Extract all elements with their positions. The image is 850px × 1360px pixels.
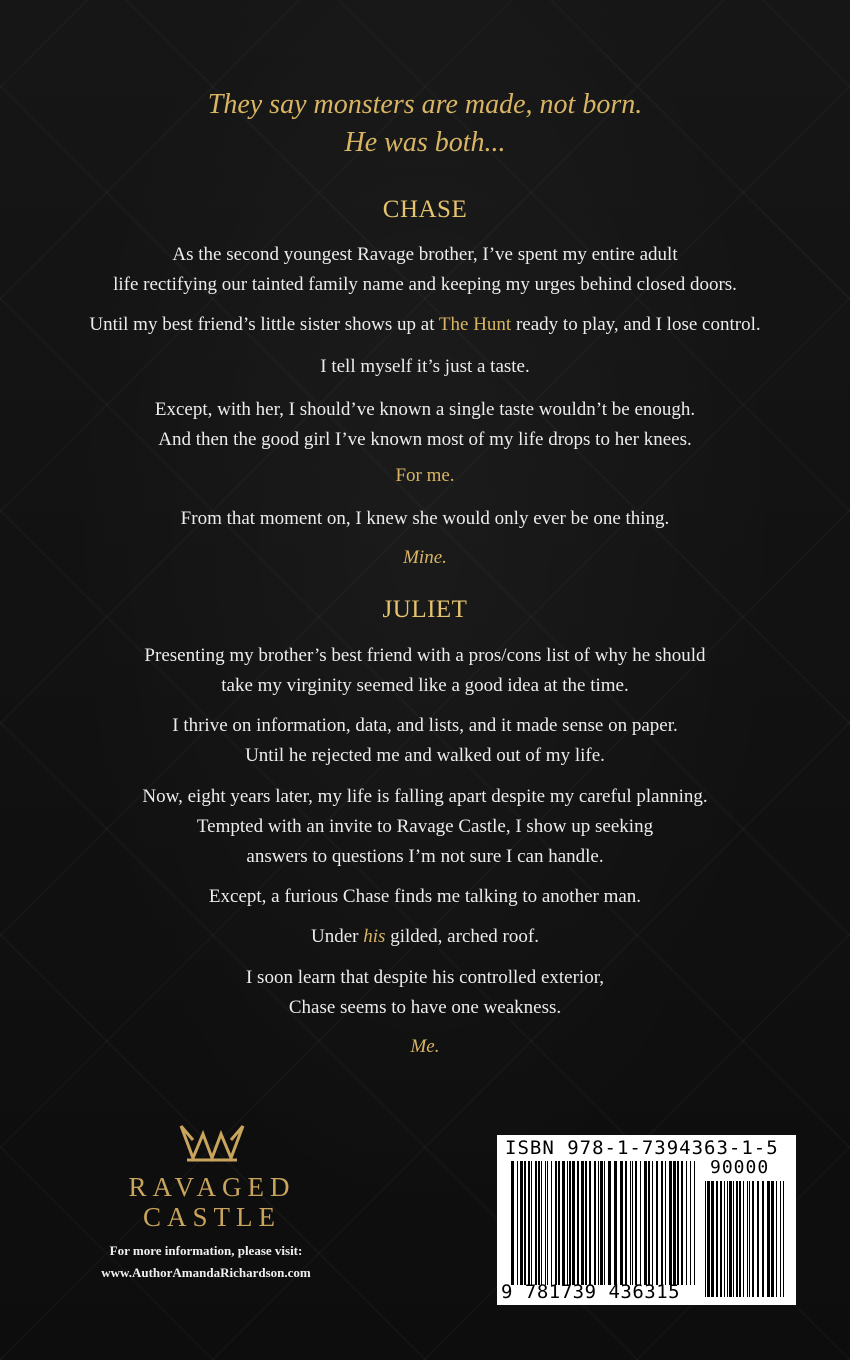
tagline-line-2: He was both...: [344, 127, 506, 158]
chase-paragraph-1: [0, 240, 850, 300]
logo-line-1: RAVAGED: [128, 1172, 296, 1202]
juliet-p3-line-3: answers to questions I’m not sure I can handle.: [246, 846, 604, 867]
chase-paragraph-6: From that moment on, I knew she would only ever be one thing.: [180, 508, 670, 529]
juliet-p1-line-2: take my virginity seemed like a good idea at the time.: [221, 675, 629, 696]
barcode-bar: [690, 1161, 691, 1285]
isbn-label: ISBN 978-1-7394363-1-5: [505, 1137, 779, 1159]
barcode-bar: [569, 1161, 571, 1285]
juliet-paragraph-6: [0, 963, 850, 1023]
barcode-bar: [567, 1161, 568, 1285]
barcode-bar: [783, 1181, 784, 1297]
juliet-p6-line-2: Chase seems to have one weakness.: [288, 997, 562, 1018]
his-highlight: his: [363, 926, 386, 947]
barcode-bar: [625, 1161, 627, 1285]
crown-icon: [177, 1120, 247, 1164]
barcode-bar: [724, 1181, 725, 1297]
more-info-line-1: For more information, please visit:: [109, 1243, 303, 1258]
juliet-paragraph-3: [0, 782, 850, 872]
barcode-bar: [681, 1161, 683, 1285]
barcode-bar: [545, 1161, 546, 1285]
barcode-bar: [694, 1161, 695, 1285]
barcode-bar: [716, 1181, 718, 1297]
barcode-bar: [656, 1161, 658, 1285]
barcode-bar: [528, 1161, 530, 1285]
barcode-bar: [736, 1181, 738, 1297]
price-code: 90000: [710, 1157, 770, 1178]
barcode-bar: [780, 1181, 781, 1297]
barcode-bar: [589, 1161, 591, 1285]
barcode-bar: [733, 1181, 734, 1297]
barcode-bar: [749, 1181, 750, 1297]
section-title-juliet: JULIET: [382, 596, 468, 623]
barcode-bar: [524, 1161, 526, 1285]
barcode-bar: [669, 1161, 672, 1285]
chase-paragraph-2: [0, 310, 850, 340]
chase-p2-before: Until my best friend’s little sister shows up at: [89, 314, 439, 335]
barcode-bar: [665, 1161, 666, 1285]
barcode-bar: [720, 1181, 722, 1297]
barcode-bar: [614, 1161, 617, 1285]
barcode-bar: [620, 1161, 623, 1285]
tagline: [0, 86, 850, 162]
ean-digits: 9 781739 436315: [501, 1281, 681, 1303]
barcode-bar: [711, 1181, 714, 1297]
barcode-bar: [707, 1181, 710, 1297]
barcode-bar: [661, 1161, 663, 1285]
barcode-bar: [608, 1161, 611, 1285]
barcode-bar: [630, 1161, 631, 1285]
juliet-p5-before: Under: [311, 926, 364, 947]
barcode-bar: [640, 1161, 641, 1285]
barcode-bar: [562, 1161, 565, 1285]
juliet-paragraph-1: [0, 641, 850, 701]
isbn-barcode: [497, 1135, 796, 1305]
barcode-bar: [581, 1161, 584, 1285]
barcode-bar: [705, 1181, 706, 1297]
barcode-bar: [511, 1161, 514, 1285]
juliet-paragraph-7: Me.: [410, 1036, 440, 1057]
tagline-line-1: They say monsters are made, not born.: [207, 89, 643, 120]
barcode-bar: [577, 1161, 579, 1285]
juliet-p3-line-2: Tempted with an invite to Ravage Castle, I show up seeking: [196, 816, 654, 837]
chase-p1-line-1: As the second youngest Ravage brother, I’ve spent my entire adult: [172, 244, 678, 265]
chase-paragraph-3: I tell myself it’s just a taste.: [320, 356, 530, 377]
juliet-paragraph-4: Except, a furious Chase finds me talking to another man.: [208, 886, 642, 907]
barcode-bar: [677, 1161, 679, 1285]
chase-p1-line-2: life rectifying our tainted family name and keeping my urges behind closed doors.: [113, 274, 737, 295]
barcode-bar: [558, 1161, 560, 1285]
chase-p4-line-2: And then the good girl I’ve known most of my life drops to her knees.: [158, 429, 692, 450]
barcode-bar: [535, 1161, 537, 1285]
more-info: [60, 1240, 352, 1284]
barcode-bar: [644, 1161, 647, 1285]
barcode-bar: [600, 1161, 603, 1285]
barcode-bar: [635, 1161, 637, 1285]
barcode-bar: [538, 1161, 540, 1285]
barcode-bar: [652, 1161, 653, 1285]
barcode-bar: [673, 1161, 676, 1285]
barcode-bar: [547, 1161, 548, 1285]
barcode-bar: [604, 1161, 605, 1285]
barcode-bar: [686, 1161, 687, 1285]
barcode-bar: [743, 1181, 744, 1297]
juliet-p2-line-1: I thrive on information, data, and lists, and it made sense on paper.: [172, 715, 678, 736]
barcode-bar: [739, 1181, 741, 1297]
barcode-bar: [531, 1161, 532, 1285]
barcode-bar: [585, 1161, 587, 1285]
juliet-p1-line-1: Presenting my brother’s best friend with a pros/cons list of why he should: [144, 645, 706, 666]
barcode-bar: [747, 1181, 748, 1297]
juliet-paragraph-5: [0, 922, 850, 952]
barcode-bar: [648, 1161, 650, 1285]
author-website-link[interactable]: www.AuthorAmandaRichardson.com: [101, 1265, 311, 1280]
publisher-logo: [112, 1120, 312, 1232]
section-title-chase: CHASE: [382, 196, 468, 223]
barcode-bar: [598, 1161, 599, 1285]
logo-line-2: CASTLE: [142, 1202, 281, 1232]
barcode-bar: [767, 1181, 770, 1297]
barcode-bar: [551, 1161, 552, 1285]
juliet-p5-after: gilded, arched roof.: [385, 926, 539, 947]
chase-paragraph-7: Mine.: [403, 547, 447, 568]
chase-p2-after: ready to play, and I lose control.: [511, 314, 761, 335]
barcode-bar: [752, 1181, 754, 1297]
barcode-bar: [729, 1181, 732, 1297]
juliet-p6-line-1: I soon learn that despite his controlled exterior,: [245, 967, 605, 988]
barcode-bar: [594, 1161, 596, 1285]
chase-paragraph-5: For me.: [395, 465, 455, 486]
barcode-bar: [555, 1161, 557, 1285]
barcode-bar: [727, 1181, 728, 1297]
barcode-bar: [757, 1181, 759, 1297]
barcode-bar: [520, 1161, 523, 1285]
barcode-bar: [762, 1181, 764, 1297]
barcode-bar: [771, 1181, 774, 1297]
barcode-bar: [572, 1161, 575, 1285]
juliet-paragraph-2: [0, 711, 850, 771]
chase-paragraph-4: [0, 395, 850, 455]
juliet-p2-line-2: Until he rejected me and walked out of my life.: [245, 745, 605, 766]
chase-p4-line-1: Except, with her, I should’ve known a single taste wouldn’t be enough.: [154, 399, 696, 420]
barcode-bar: [517, 1161, 518, 1285]
barcode-bar: [632, 1161, 633, 1285]
barcode-bar: [541, 1161, 542, 1285]
barcode-bar: [776, 1181, 777, 1297]
the-hunt-highlight: The Hunt: [438, 314, 512, 335]
juliet-p3-line-1: Now, eight years later, my life is falling apart despite my careful planning.: [142, 786, 708, 807]
